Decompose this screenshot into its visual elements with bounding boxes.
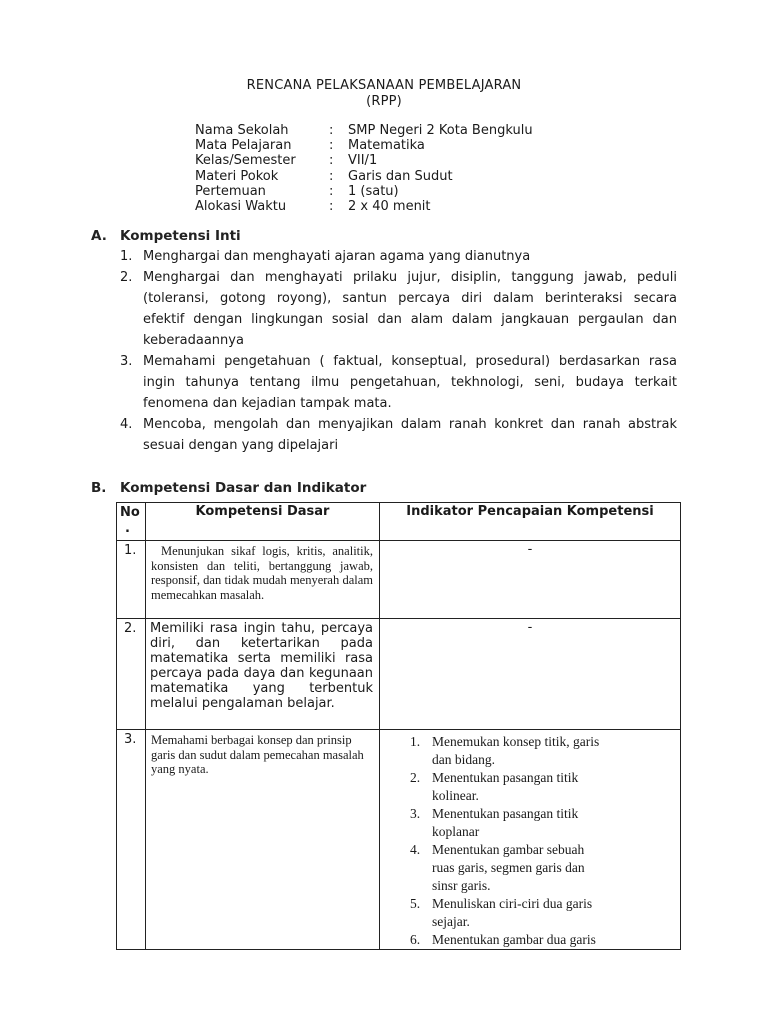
indikator-list xyxy=(380,730,680,949)
list-line: Mencoba, mengolah dan menyajikan dalam ranah konkret dan ranah abstrak xyxy=(143,417,677,432)
info-label: Alokasi Waktu xyxy=(195,198,287,214)
table-row xyxy=(117,730,681,950)
header-no xyxy=(117,503,146,541)
list-line: Menghargai dan menghayati prilaku jujur, disiplin, tanggung jawab, peduli xyxy=(143,270,677,285)
indikator-number: 6. xyxy=(410,932,421,947)
row-number: 2. xyxy=(117,619,146,730)
info-label: Materi Pokok xyxy=(195,168,279,184)
info-value: VII/1 xyxy=(348,153,378,169)
section-title: Kompetensi Inti xyxy=(120,228,241,244)
ipk-dash: - xyxy=(527,620,533,635)
indikator-text: Menentukan pasangan titik kolinear. xyxy=(432,770,579,803)
section-letter: B. xyxy=(91,480,107,496)
indikator-number: 1. xyxy=(410,734,421,749)
info-value: Matematika xyxy=(348,138,425,154)
kompetensi-dasar-table xyxy=(116,502,681,950)
section-letter: A. xyxy=(91,228,107,244)
table-row xyxy=(117,541,681,619)
indikator-text: Menentukan gambar dua garis xyxy=(432,932,596,947)
info-separator: : xyxy=(329,123,334,138)
ipk-dash: - xyxy=(527,542,533,557)
list-line: ingin tahunya tentang ilmu pengetahuan, tekhnologi, seni, budaya terkait xyxy=(143,375,677,390)
indikator-item xyxy=(410,841,670,895)
list-line: Memahami pengetahuan ( faktual, konseptual, prosedural) berdasarkan rasa xyxy=(143,354,677,369)
info-value: 2 x 40 menit xyxy=(348,198,431,214)
list-number: 4. xyxy=(120,417,133,432)
kd-text: Memahami berbagai konsep dan prinsip garis dan sudut dalam pemecahan masalah yang nyata. xyxy=(151,733,364,776)
list-line: Menghargai dan menghayati ajaran agama yang dianutnya xyxy=(143,249,531,264)
indikator-text: Menemukan konsep titik, garis dan bidang. xyxy=(432,734,600,767)
indikator-number: 4. xyxy=(410,842,421,857)
list-number: 3. xyxy=(120,354,133,369)
info-value: 1 (satu) xyxy=(348,183,399,199)
info-label: Nama Sekolah xyxy=(195,123,289,138)
info-separator: : xyxy=(329,168,334,184)
list-line: fenomena dan kejadian tampak mata. xyxy=(143,396,392,411)
list-line: efektif dengan lingkungan sosial dan alam dalam jangkauan pergaulan dan xyxy=(143,312,677,327)
table-row xyxy=(117,619,681,730)
indikator-number: 3. xyxy=(410,806,421,821)
ipk-cell xyxy=(380,619,681,730)
ipk-cell xyxy=(380,541,681,619)
info-label: Kelas/Semester xyxy=(195,153,296,169)
indikator-number: 5. xyxy=(410,896,421,911)
info-separator: : xyxy=(329,183,334,199)
ipk-cell xyxy=(380,730,681,950)
indikator-item xyxy=(410,733,670,769)
list-text xyxy=(143,267,677,351)
indikator-text: Menuliskan ciri-ciri dua garis sejajar. xyxy=(432,896,593,929)
info-label: Pertemuan xyxy=(195,183,266,199)
indikator-text: Menentukan pasangan titik koplanar xyxy=(432,806,579,839)
kd-text: Memiliki rasa ingin tahu, percaya diri, dan ketertarikan pada matematika serta memiliki rasa percaya pada daya dan kegunaan matematika yang terbentuk melalui pengalaman belajar. xyxy=(150,621,373,711)
info-value: Garis dan Sudut xyxy=(348,168,453,184)
list-line: keberadaannya xyxy=(143,333,244,348)
list-line: sesuai dengan yang dipelajari xyxy=(143,438,339,453)
header-indikator: Indikator Pencapaian Kompetensi xyxy=(380,503,681,541)
table-header-row xyxy=(117,503,681,541)
list-number: 2. xyxy=(120,270,133,285)
kd-cell xyxy=(146,619,380,730)
info-value: SMP Negeri 2 Kota Bengkulu xyxy=(348,123,533,138)
header-kompetensi-dasar: Kompetensi Dasar xyxy=(146,503,380,541)
header-no-dot: . xyxy=(125,521,130,536)
row-number: 1. xyxy=(117,541,146,619)
info-separator: : xyxy=(329,138,334,154)
indikator-item xyxy=(410,805,670,841)
row-number: 3. xyxy=(117,730,146,950)
kd-cell xyxy=(146,541,380,619)
info-label: Mata Pelajaran xyxy=(195,138,292,154)
indikator-item xyxy=(410,895,670,931)
info-separator: : xyxy=(329,198,334,214)
indikator-number: 2. xyxy=(410,770,421,785)
kd-cell xyxy=(146,730,380,950)
list-text xyxy=(143,414,677,456)
list-text xyxy=(143,351,677,414)
document-subtitle: (RPP) xyxy=(366,94,402,109)
list-line: (toleransi, gotong royong), santun percaya diri dalam berinteraksi secara xyxy=(143,291,677,306)
list-number: 1. xyxy=(120,249,133,264)
info-separator: : xyxy=(329,153,334,169)
kd-text: Menunjukan sikaf logis, kritis, analitik, konsisten dan teliti, bertanggung jawab, responsif, dan tidak mudah menyerah dalam memecahkan masalah. xyxy=(151,544,373,602)
header-no-text: No xyxy=(120,505,140,520)
list-text xyxy=(143,246,677,267)
section-title: Kompetensi Dasar dan Indikator xyxy=(120,480,367,496)
document-title: RENCANA PELAKSANAAN PEMBELAJARAN xyxy=(246,78,522,93)
indikator-text: Menentukan gambar sebuah ruas garis, segmen garis dan sinsr garis. xyxy=(432,842,585,893)
indikator-item xyxy=(410,931,670,949)
indikator-item xyxy=(410,769,670,805)
